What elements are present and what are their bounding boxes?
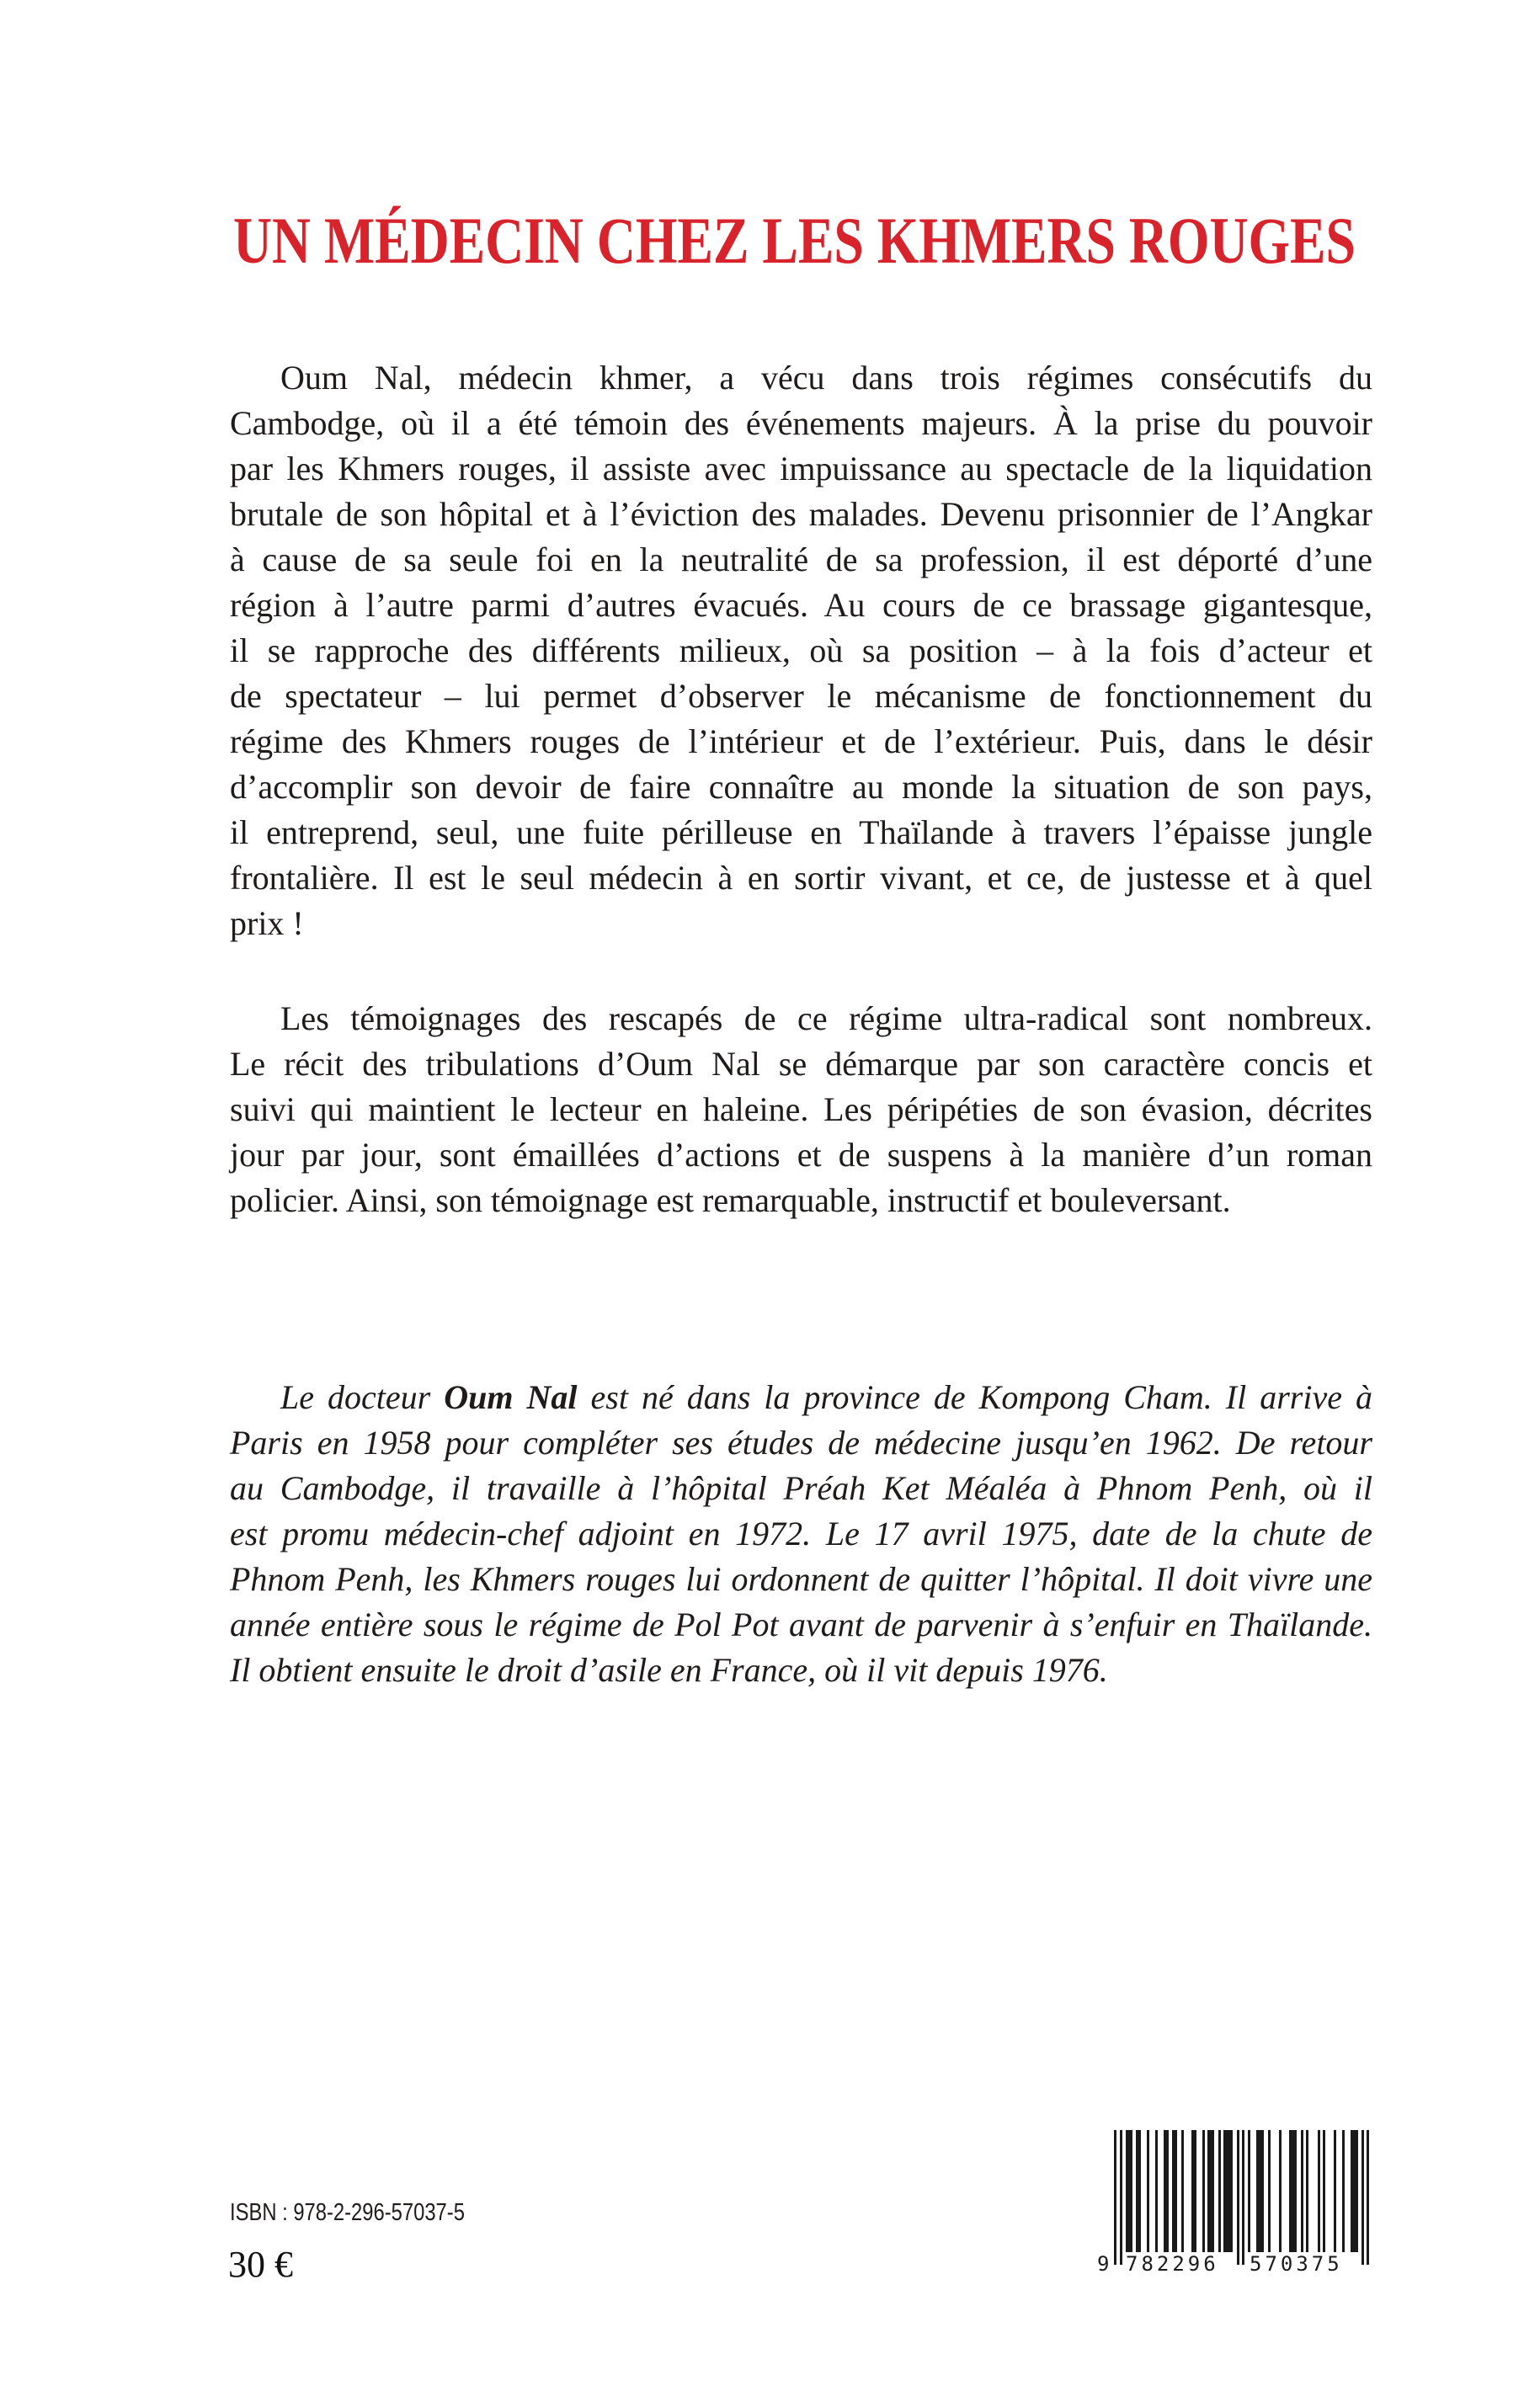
text-line: au Cambodge, il travaille à l’hôpital Préah Ket Méaléa à Phnom Penh, où il <box>230 1469 1372 1507</box>
bio-prefix: Le docteur <box>280 1378 445 1416</box>
text-line: année entière sous le régime de Pol Pot avant de parvenir à s’enfuir en Thaïlande. <box>230 1606 1372 1643</box>
text-line: d’accomplir son devoir de faire connaître au monde la situation de son pays, <box>230 768 1372 806</box>
text-line: régime des Khmers rouges de l’intérieur et de l’extérieur. Puis, dans le désir <box>230 722 1372 760</box>
isbn-label: ISBN : 978-2-296-57037-5 <box>230 2199 465 2226</box>
bio-suffix: est né dans la province de Kompong Cham. Il arrive à <box>577 1378 1373 1416</box>
text-line: il entreprend, seul, une fuite périlleuse en Thaïlande à travers l’épaisse jungle <box>230 813 1372 851</box>
barcode-icon <box>1095 2126 1381 2286</box>
text-line: Il obtient ensuite le droit d’asile en France, où il vit depuis 1976. <box>230 1651 1108 1689</box>
text-line: à cause de sa seule foi en la neutralité de sa profession, il est déporté d’une <box>230 541 1372 578</box>
barcode-digit-lead: 9 <box>1097 2252 1110 2276</box>
barcode-digits-left: 782296 <box>1126 2252 1219 2276</box>
text-line: Cambodge, où il a été témoin des événements majeurs. À la prise du pouvoir <box>230 404 1372 442</box>
text-line: Les témoignages des rescapés de ce régime ultra-radical sont nombreux. <box>280 999 1372 1037</box>
text-line: Phnom Penh, les Khmers rouges lui ordonnent de quitter l’hôpital. Il doit vivre une <box>230 1560 1372 1598</box>
text-line: de spectateur – lui permet d’observer le mécanisme de fonctionnement du <box>230 677 1372 715</box>
text-line: suivi qui maintient le lecteur en haleine. Les péripéties de son évasion, décrites <box>230 1090 1372 1128</box>
summary-paragraph-2 <box>230 996 1372 1223</box>
price-label: 30 € <box>228 2244 293 2285</box>
text-line: Paris en 1958 pour compléter ses études de médecine jusqu’en 1962. De retour <box>230 1424 1372 1462</box>
text-line: région à l’autre parmi d’autres évacués. Au cours de ce brassage gigantesque, <box>230 586 1372 624</box>
text-line: frontalière. Il est le seul médecin à en sortir vivant, et ce, de justesse et à quel <box>230 859 1372 897</box>
text-line: Le récit des tribulations d’Oum Nal se démarque par son caractère concis et <box>230 1045 1372 1083</box>
text-line: Oum Nal, médecin khmer, a vécu dans trois régimes consécutifs du <box>280 359 1372 397</box>
text-line: policier. Ainsi, son témoignage est remarquable, instructif et bouleversant. <box>230 1181 1231 1219</box>
text-line: brutale de son hôpital et à l’éviction des malades. Devenu prisonnier de l’Angkar <box>230 495 1372 533</box>
author-bio <box>230 1375 1372 1693</box>
book-title-text: UN MÉDECIN CHEZ LES KHMERS ROUGES <box>233 204 1356 277</box>
text-line: par les Khmers rouges, il assiste avec impuissance au spectacle de la liquidation <box>230 450 1372 487</box>
text-line: jour par jour, sont émaillées d’actions et de suspens à la manière d’un roman <box>230 1136 1372 1174</box>
barcode-digits-right: 570375 <box>1250 2252 1343 2276</box>
bio-first-line <box>230 1375 1372 1420</box>
summary-paragraph-1 <box>230 355 1372 946</box>
author-name: Oum Nal <box>444 1378 578 1416</box>
book-title <box>233 204 1356 277</box>
text-line: il se rapproche des différents milieux, où sa position – à la fois d’acteur et <box>230 631 1372 669</box>
text-line: prix ! <box>230 904 304 942</box>
text-line: est promu médecin-chef adjoint en 1972. Le 17 avril 1975, date de la chute de <box>230 1515 1372 1552</box>
